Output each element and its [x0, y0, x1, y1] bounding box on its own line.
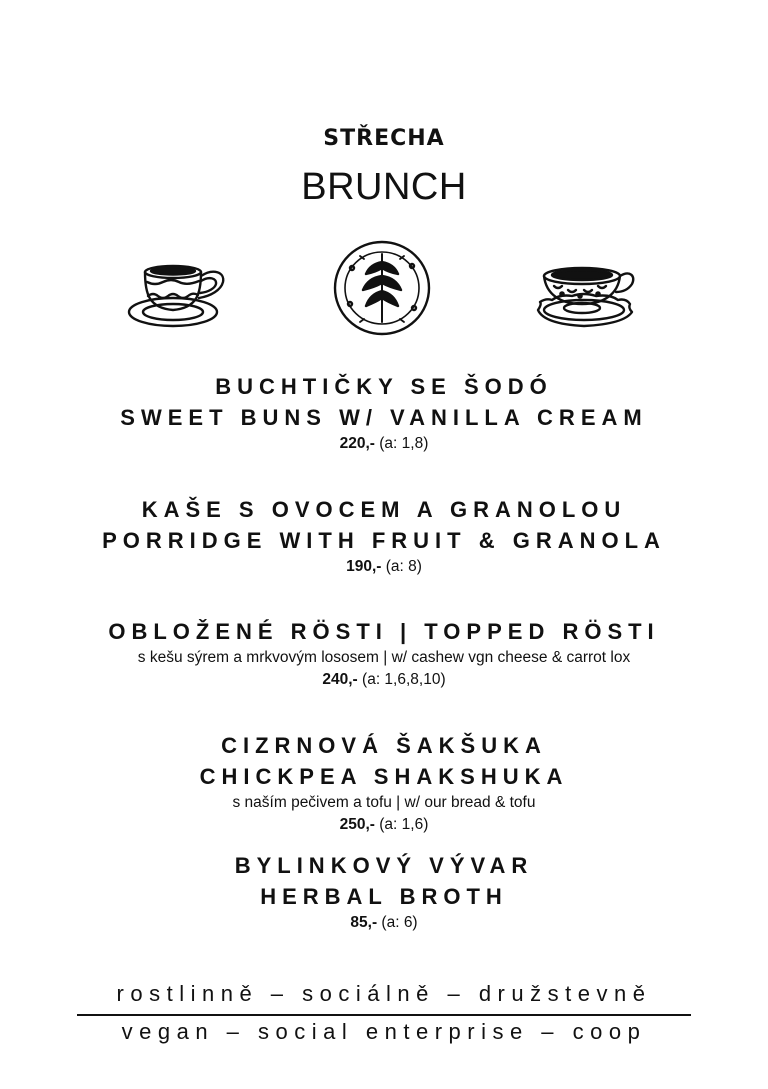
item-allergens: (a: 1,6)	[379, 816, 429, 833]
item-price-line	[0, 814, 768, 836]
item-price-line	[0, 556, 768, 578]
decorated-plate-icon	[330, 238, 434, 338]
item-name-cz: BUCHTIČKY SE ŠODÓ	[215, 374, 553, 399]
item-allergens: (a: 1,8)	[379, 435, 429, 452]
menu-item	[0, 494, 768, 578]
item-price: 250,-	[339, 816, 375, 833]
item-price-line	[0, 433, 768, 455]
footer-tagline-cz: rostlinně – sociálně – družstevně	[116, 981, 652, 1006]
item-description: s naším pečivem a tofu | w/ our bread & tofu	[232, 794, 536, 811]
item-price: 220,-	[339, 435, 375, 452]
item-price-line	[0, 669, 768, 691]
item-allergens: (a: 6)	[381, 914, 418, 931]
item-name-cz: BYLINKOVÝ VÝVAR	[234, 853, 534, 878]
footer-tagline-en: vegan – social enterprise – coop	[121, 1019, 647, 1044]
menu-item	[0, 371, 768, 455]
item-name-cz: CIZRNOVÁ ŠAKŠUKA	[221, 733, 547, 758]
teacup-on-saucer-icon	[127, 238, 231, 334]
page-title: BRUNCH	[301, 166, 467, 208]
item-price: 190,-	[346, 558, 382, 575]
item-name-en: SWEET BUNS W/ VANILLA CREAM	[120, 405, 648, 430]
menu-item	[0, 730, 768, 836]
item-name-en: PORRIDGE WITH FRUIT & GRANOLA	[102, 528, 666, 553]
item-allergens: (a: 8)	[385, 558, 422, 575]
footer-divider	[77, 1014, 691, 1016]
item-price: 85,-	[350, 914, 378, 931]
item-name: OBLOŽENÉ RÖSTI | TOPPED RÖSTI	[108, 619, 660, 644]
item-description: s kešu sýrem a mrkvovým lososem | w/ cashew vgn cheese & carrot lox	[137, 649, 631, 666]
item-price: 240,-	[322, 671, 358, 688]
menu-item	[0, 616, 768, 691]
item-allergens: (a: 1,6,8,10)	[362, 671, 446, 688]
menu-item	[0, 850, 768, 934]
item-name-cz: KAŠE S OVOCEM A GRANOLOU	[141, 497, 627, 522]
item-name-en: CHICKPEA SHAKSHUKA	[199, 764, 569, 789]
brand-name: STŘECHA	[323, 126, 445, 151]
item-name-en: HERBAL BROTH	[260, 884, 508, 909]
item-price-line	[0, 912, 768, 934]
ornate-teacup-icon	[532, 238, 638, 334]
